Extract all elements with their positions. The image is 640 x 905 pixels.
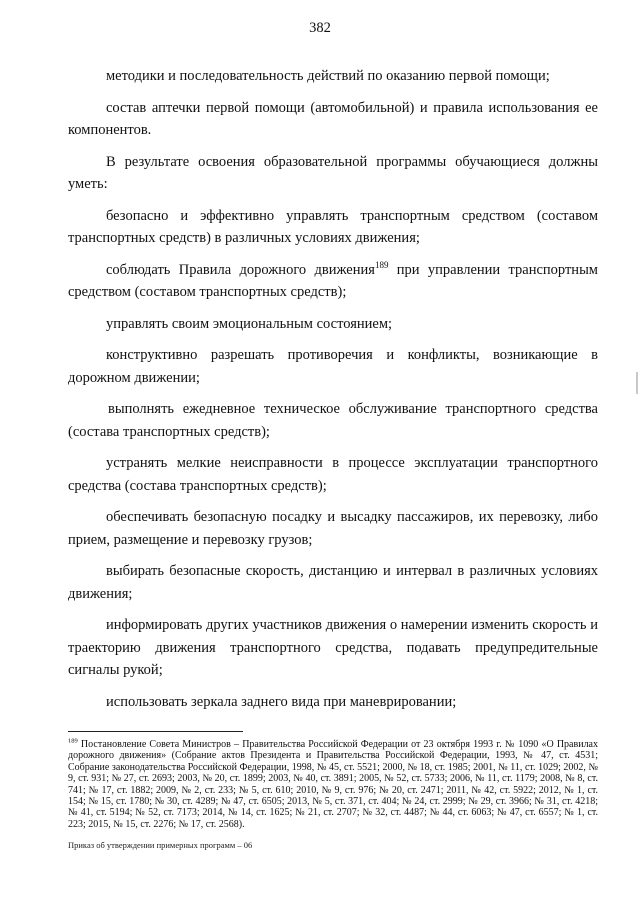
paragraph: выполнять ежедневное техническое обслуживание транспортного средства (состава транспортных средств); — [68, 401, 598, 440]
paragraph: устранять мелкие неисправности в процессе эксплуатации транспортного средства (состава транспортных средств); — [68, 455, 598, 494]
paragraph-text-start: соблюдать Правила дорожного движения — [106, 261, 375, 278]
paragraph: использовать зеркала заднего вида при маневрировании; — [106, 693, 457, 710]
paragraph: методики и последовательность действий по оказанию первой помощи; — [106, 68, 550, 84]
paragraph-with-footnote-ref — [68, 259, 598, 304]
paragraph: состав аптечки первой помощи (автомобильной) и правила использования ее компонентов. — [68, 99, 598, 138]
paragraph: безопасно и эффективно управлять транспортным средством (составом транспортных средств) в различных условиях движения; — [68, 207, 598, 246]
footnote-marker: 189 — [68, 737, 78, 745]
page-footer: Приказ об утверждении примерных программ – 06 — [68, 840, 253, 850]
paragraph: управлять своим эмоциональным состоянием; — [106, 315, 393, 332]
footnote-reference[interactable]: 189 — [374, 259, 389, 270]
paragraph: конструктивно разрешать противоречия и конфликты, возникающие в дорожном движении; — [68, 347, 598, 386]
page-number: 382 — [309, 20, 331, 36]
scan-edge-mark — [636, 372, 638, 394]
paragraph: В результате освоения образовательной программы обучающиеся должны уметь: — [68, 153, 598, 192]
footnote — [68, 739, 598, 830]
paragraph-text-end: при управлении транспортным средством (составом транспортных средств); — [68, 261, 598, 300]
paragraph: информировать других участников движения о намерении изменить скорость и траекторию движения транспортного средства, подавать предупредительные сигналы рукой; — [68, 617, 598, 678]
footnote-text: Постановление Совета Министров – Правительства Российской Федерации от 23 октября 1993 г. № 1090 «О Правилах дорожного движения» (Собрание актов Президента и Правительства Российской Федерации, 1993, № 47, ст. 4531; Собрание законодательства Российской Федерации, 1998, № 45, ст. 5521; 2000, № 18, ст. 1985; 2001, № 11, ст. 1029; 2002, № 9, ст. 931; № 27, ст. 2693; 2003, № 20, ст. 1899; 2003, № 40, ст. 3891; 2005, № 52, ст. 5733; 2006, № 11, ст. 1179; 2008, № 8, ст. 741; № 17, ст. 1882; 2009, № 2, ст. 233; № 5, ст. 610; 2010, № 9, ст. 976; № 20, ст. 2471; 2011, № 42, ст. 5922; 2012, № 1, ст. 154; № 15, ст. 1780; № 30, ст. 4289; № 47, ст. 6505; 2013, № 5, ст. 371, ст. 404; № 24, ст. 2999; № 29, ст. 3966; № 31, ст. 4218; № 41, ст. 5194; № 52, ст. 7173; 2014, № 14, ст. 1625; № 21, ст. 2707; № 32, ст. 4487; № 44, ст. 6063; № 47, ст. 6557; № 1, ст. 223; 2015, № 15, ст. 2276; № 17, ст. 2568). — [68, 739, 598, 830]
footnote-separator — [68, 731, 243, 732]
body-text — [68, 65, 598, 722]
paragraph: обеспечивать безопасную посадку и высадку пассажиров, их перевозку, либо прием, размещение и перевозку грузов; — [68, 509, 598, 548]
paragraph: выбирать безопасные скорость, дистанцию и интервал в различных условиях движения; — [68, 563, 598, 602]
